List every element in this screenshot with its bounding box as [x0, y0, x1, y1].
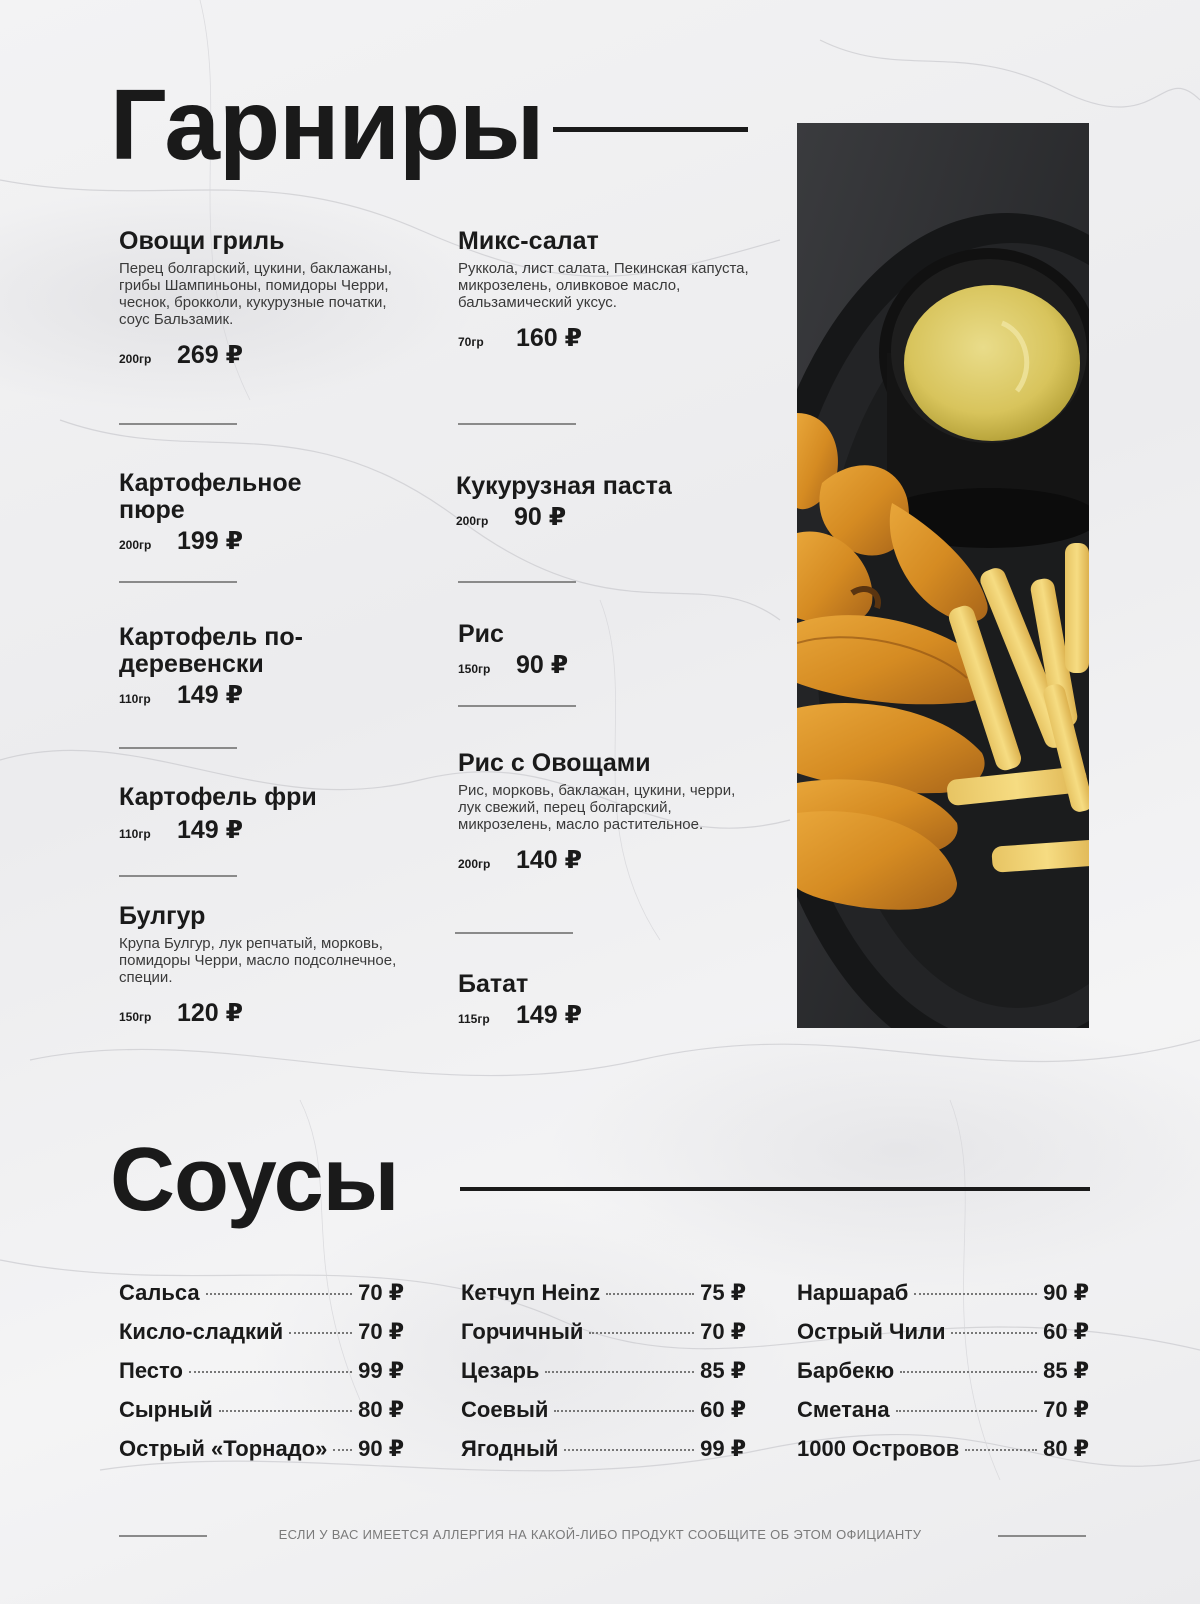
- sauce-price: 80 ₽: [358, 1397, 404, 1422]
- dish-name: Картофель фри: [119, 783, 317, 811]
- sauce-row: [119, 1397, 404, 1436]
- sauces-title-rule: [460, 1187, 1090, 1191]
- sauce-name: Соевый: [461, 1397, 549, 1422]
- sauce-name: Кетчуп Heinz: [461, 1280, 601, 1305]
- dish-price: 140 ₽: [516, 846, 583, 874]
- dish-separator: [458, 423, 576, 425]
- sauce-price: 60 ₽: [700, 1397, 746, 1422]
- dish-description: Рис, морковь, баклажан, цукини, черри, лук свежий, перец болгарский, микрозелень, масло растительное.: [458, 782, 736, 833]
- dish-price: 199 ₽: [177, 527, 244, 555]
- sauce-name: Наршараб: [797, 1280, 909, 1305]
- dish-weight: 200гр: [119, 538, 152, 552]
- dish-name: Булгур: [119, 902, 206, 930]
- dot-leader: [206, 1293, 352, 1295]
- dish-item: [119, 624, 349, 710]
- sauce-row: [461, 1436, 746, 1475]
- sides-title-rule: [553, 127, 748, 132]
- dish-separator: [119, 581, 237, 583]
- dot-leader: [189, 1371, 352, 1373]
- sauce-price: 80 ₽: [1043, 1436, 1089, 1461]
- sauce-price: 99 ₽: [700, 1436, 746, 1461]
- dot-leader: [554, 1410, 694, 1412]
- sauce-price: 99 ₽: [358, 1358, 404, 1383]
- dish-price: 160 ₽: [516, 324, 583, 352]
- dish-item: [119, 784, 419, 845]
- dish-separator: [119, 747, 237, 749]
- sauce-row: [797, 1397, 1089, 1436]
- sauce-name: 1000 Островов: [797, 1436, 960, 1461]
- sauce-price: 90 ₽: [358, 1436, 404, 1461]
- dish-separator: [458, 705, 576, 707]
- dot-leader: [289, 1332, 352, 1334]
- dot-leader: [564, 1449, 694, 1451]
- sauce-name: Цезарь: [461, 1358, 540, 1383]
- dot-leader: [219, 1410, 352, 1412]
- sauce-row: [797, 1436, 1089, 1475]
- sauce-price: 70 ₽: [358, 1280, 404, 1305]
- sauce-name: Сырный: [119, 1397, 213, 1422]
- dish-price: 149 ₽: [177, 816, 244, 844]
- sauce-name: Острый Чили: [797, 1319, 946, 1344]
- sauce-row: [797, 1280, 1089, 1319]
- sauce-row: [461, 1280, 746, 1319]
- dish-name: Микс-салат: [458, 227, 599, 255]
- dot-leader: [965, 1449, 1037, 1451]
- sauce-price: 70 ₽: [700, 1319, 746, 1344]
- dish-name: Овощи гриль: [119, 227, 285, 255]
- dish-price: 90 ₽: [514, 503, 567, 531]
- sauce-name: Песто: [119, 1358, 183, 1383]
- dish-item: [119, 470, 349, 556]
- sauce-row: [461, 1358, 746, 1397]
- sauce-row: [461, 1319, 746, 1358]
- dish-weight: 150гр: [458, 662, 491, 676]
- dish-weight: 150гр: [119, 1010, 152, 1024]
- sauce-name: Сальса: [119, 1280, 200, 1305]
- sauce-name: Барбекю: [797, 1358, 895, 1383]
- dish-item: [119, 903, 419, 1028]
- sauce-column-3: [797, 1280, 1089, 1475]
- dish-name: Рис с Овощами: [458, 749, 651, 777]
- dish-item: [119, 228, 419, 370]
- dot-leader: [589, 1332, 694, 1334]
- dish-weight: 115гр: [458, 1012, 490, 1026]
- footer-rule-left: [119, 1535, 207, 1537]
- dish-item: [456, 473, 686, 532]
- sauce-name: Горчичный: [461, 1319, 584, 1344]
- sauce-price: 60 ₽: [1043, 1319, 1089, 1344]
- sauce-column-2: [461, 1280, 746, 1475]
- dish-name: Батат: [458, 970, 529, 998]
- sauce-column-1: [119, 1280, 404, 1475]
- dish-item: [458, 971, 758, 1030]
- footer-rule-right: [998, 1535, 1086, 1537]
- dish-price: 149 ₽: [516, 1001, 583, 1029]
- sauce-price: 75 ₽: [700, 1280, 746, 1305]
- dot-leader: [606, 1293, 694, 1295]
- dish-item: [458, 750, 758, 875]
- dot-leader: [545, 1371, 694, 1373]
- dish-weight: 200гр: [119, 352, 152, 366]
- dish-item: [458, 228, 758, 353]
- sauces-title: Соусы: [110, 1130, 399, 1230]
- dot-leader: [896, 1410, 1037, 1412]
- sauce-row: [119, 1280, 404, 1319]
- sauce-row: [119, 1358, 404, 1397]
- dish-weight: 200гр: [456, 514, 489, 528]
- dish-weight: 200гр: [458, 857, 491, 871]
- sides-title: Гарниры: [110, 69, 544, 181]
- dish-price: 269 ₽: [177, 341, 244, 369]
- dish-name: Рис: [458, 620, 504, 648]
- dot-leader: [914, 1293, 1037, 1295]
- dot-leader: [333, 1449, 352, 1451]
- sauce-name: Сметана: [797, 1397, 890, 1422]
- dish-separator: [119, 875, 237, 877]
- sauce-price: 85 ₽: [1043, 1358, 1089, 1383]
- dish-price: 120 ₽: [177, 999, 244, 1027]
- dish-price: 149 ₽: [177, 681, 244, 709]
- sauce-price: 90 ₽: [1043, 1280, 1089, 1305]
- dot-leader: [900, 1371, 1037, 1373]
- dish-weight: 70гр: [458, 335, 484, 349]
- dish-price: 90 ₽: [516, 651, 569, 679]
- allergy-notice: ЕСЛИ У ВАС ИМЕЕТСЯ АЛЛЕРГИЯ НА КАКОЙ-ЛИБО ПРОДУКТ СООБЩИТЕ ОБ ЭТОМ ОФИЦИАНТУ: [278, 1527, 922, 1542]
- sauce-name: Острый «Торнадо»: [119, 1436, 328, 1461]
- sauce-name: Ягодный: [461, 1436, 559, 1461]
- sauce-price: 70 ₽: [1043, 1397, 1089, 1422]
- dish-item: [458, 621, 758, 680]
- dish-name: Картофель по-деревенски: [119, 623, 303, 678]
- dish-name: Кукурузная паста: [456, 472, 672, 500]
- sauce-row: [119, 1436, 404, 1475]
- dish-description: Руккола, лист салата, Пекинская капуста, микрозелень, оливковое масло, бальзамический уксус.: [458, 260, 749, 311]
- fries-and-sauce-photo: [797, 123, 1089, 1028]
- dish-description: Перец болгарский, цукини, баклажаны, грибы Шампиньоны, помидоры Черри, чеснок, брокколи, кукурузные початки, соус Бальзамик.: [119, 260, 392, 328]
- sauce-price: 85 ₽: [700, 1358, 746, 1383]
- dish-weight: 110гр: [119, 827, 151, 841]
- dish-separator: [119, 423, 237, 425]
- dot-leader: [951, 1332, 1037, 1334]
- dish-name: Картофельное пюре: [119, 469, 302, 524]
- dish-separator: [458, 581, 576, 583]
- dish-description: Крупа Булгур, лук репчатый, морковь, помидоры Черри, масло подсолнечное, специи.: [119, 935, 397, 986]
- sauce-row: [119, 1319, 404, 1358]
- sauce-row: [797, 1319, 1089, 1358]
- sauce-price: 70 ₽: [358, 1319, 404, 1344]
- sauce-name: Кисло-сладкий: [119, 1319, 284, 1344]
- sauce-row: [797, 1358, 1089, 1397]
- dish-separator: [455, 932, 573, 934]
- dish-weight: 110гр: [119, 692, 151, 706]
- sauce-row: [461, 1397, 746, 1436]
